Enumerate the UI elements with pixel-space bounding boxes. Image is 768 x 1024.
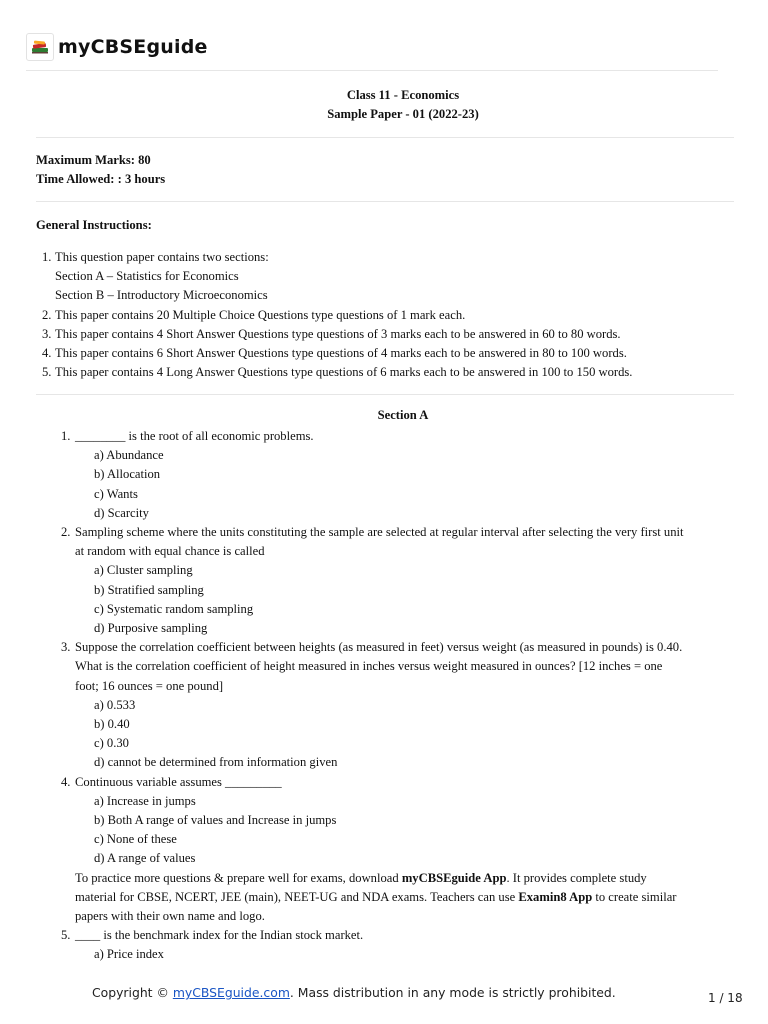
question-text: Suppose the correlation coefficient between heights (as measured in feet) versus weight (as measured in pounds) is 0.40. <box>75 640 683 655</box>
title-divider <box>36 137 734 138</box>
question-item: 1. ________ is the root of all economic problems. a) Abundance b) Allocation c) Wants d) Scarcity <box>75 427 684 523</box>
question-item: 3. Suppose the correlation coefficient between heights (as measured in feet) versus weight (as measured in pounds) is 0.40. What is the correlation coefficient of height measured in inches versus weight measured in ounces? [12 inches = one foot; 16 ounces = one pound] a) 0.533 b) 0.40 c) 0.30 d) cannot be determined from information given <box>75 638 684 772</box>
option: b) 0.40 <box>94 717 130 732</box>
question-text: at random with equal chance is called <box>75 544 265 559</box>
examin8-app-name: Examin8 App <box>518 889 593 904</box>
questions-list <box>61 427 684 965</box>
option: b) Allocation <box>94 467 161 482</box>
option: c) Systematic random sampling <box>94 601 254 616</box>
site-header <box>26 32 208 62</box>
instruction-item: 2. This paper contains 20 Multiple Choice Questions type questions of 1 mark each. <box>42 307 466 322</box>
question-item: 5. ____ is the benchmark index for the Indian stock market. a) Price index <box>75 926 684 964</box>
option: d) Purposive sampling <box>94 621 208 636</box>
books-logo-icon <box>26 33 54 61</box>
option: a) Price index <box>94 947 164 962</box>
option: c) None of these <box>94 832 177 847</box>
question-text: ____ is the benchmark index for the Indian stock market. <box>75 928 364 943</box>
instructions-list <box>42 248 633 382</box>
question-text: What is the correlation coefficient of height measured in inches versus weight measured in ounces? [12 inches = one <box>75 659 663 674</box>
meta-divider <box>36 201 734 202</box>
option: c) 0.30 <box>94 736 129 751</box>
instructions-heading: General Instructions: <box>36 218 152 232</box>
header-divider <box>26 70 718 71</box>
paper-class-title: Class 11 - Economics <box>346 88 460 102</box>
question-text: ________ is the root of all economic problems. <box>75 429 314 443</box>
page-number: 1 / 18 <box>708 991 743 1005</box>
question-item: 2. Sampling scheme where the units constituting the sample are selected at regular interval after selecting the very first unit at random with equal chance is called a) Cluster sampling b) Stratified sampling c) Systematic random sampling d) Purposive sampling <box>75 523 684 638</box>
instruction-item: 4. This paper contains 6 Short Answer Questions type questions of 4 marks each to be answered in 80 to 100 words. <box>42 346 627 361</box>
copyright-footer: Copyright © myCBSEguide.com. Mass distribution in any mode is strictly prohibited. <box>92 985 616 1000</box>
instruction-item: 1. This question paper contains two sections: Section A – Statistics for Economics Section B – Introductory Microeconomics <box>42 250 269 303</box>
promo-paragraph: To practice more questions & prepare well for exams, download myCBSEguide App. It provides complete study material for CBSE, NCERT, JEE (main), NEET-UG and NDA exams. Teachers can use Examin8 App to create similar papers with their own name and logo. <box>75 870 677 924</box>
question-text: Continuous variable assumes _________ <box>75 774 282 789</box>
option: c) Wants <box>94 486 138 501</box>
instruction-item: 3. This paper contains 4 Short Answer Questions type questions of 3 marks each to be answered in 60 to 80 words. <box>42 326 621 341</box>
option: d) Scarcity <box>94 505 149 520</box>
option: a) Abundance <box>94 448 164 463</box>
option: d) A range of values <box>94 851 196 866</box>
option: d) cannot be determined from information given <box>94 755 338 770</box>
section-a-heading: Section A <box>377 408 429 422</box>
option: a) Increase in jumps <box>94 793 196 808</box>
instructions-divider <box>36 394 734 395</box>
brand-name: myCBSEguide <box>58 36 208 58</box>
mycbseguide-app-name: myCBSEguide App <box>401 870 507 885</box>
option: b) Both A range of values and Increase in jumps <box>94 813 337 828</box>
question-item: 4. Continuous variable assumes _________ a) Increase in jumps b) Both A range of values and Increase in jumps c) None of these d) A range of values <box>75 773 684 869</box>
paper-sample-title: Sample Paper - 01 (2022-23) <box>327 107 479 121</box>
time-allowed: Time Allowed: : 3 hours <box>36 172 166 186</box>
option: a) 0.533 <box>94 697 136 712</box>
maximum-marks: Maximum Marks: 80 <box>36 153 151 167</box>
question-text: foot; 16 ounces = one pound] <box>75 678 224 693</box>
mycbseguide-link[interactable]: myCBSEguide.com <box>172 985 290 1000</box>
option: b) Stratified sampling <box>94 582 204 597</box>
instruction-item: 5. This paper contains 4 Long Answer Questions type questions of 6 marks each to be answered in 100 to 150 words. <box>42 365 633 380</box>
option: a) Cluster sampling <box>94 563 193 578</box>
question-text: Sampling scheme where the units constituting the sample are selected at regular interval after selecting the very first unit <box>75 525 684 540</box>
